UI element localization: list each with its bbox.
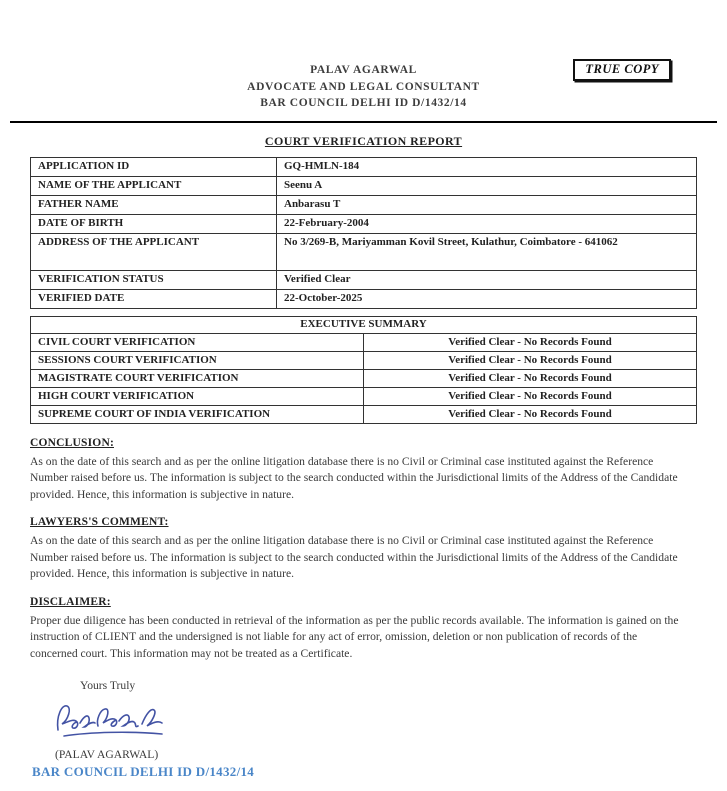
table-row (31, 334, 697, 352)
table-row (31, 158, 697, 177)
signature-image (50, 696, 727, 748)
detail-value: 22-October-2025 (277, 290, 697, 309)
detail-label: APPLICATION ID (31, 158, 277, 177)
summary-label: CIVIL COURT VERIFICATION (31, 334, 364, 352)
summary-value: Verified Clear - No Records Found (364, 334, 697, 352)
summary-label: SESSIONS COURT VERIFICATION (31, 352, 364, 370)
table-row (31, 370, 697, 388)
disclaimer-heading: DISCLAIMER: (30, 595, 111, 608)
detail-label: VERIFICATION STATUS (31, 271, 277, 290)
applicant-details-table (30, 157, 697, 309)
table-row (31, 406, 697, 424)
detail-label: FATHER NAME (31, 196, 277, 215)
handwritten-signature-icon (50, 696, 175, 746)
detail-value: GQ-HMLN-184 (277, 158, 697, 177)
table-row (31, 196, 697, 215)
summary-title: EXECUTIVE SUMMARY (31, 317, 697, 334)
table-row (31, 352, 697, 370)
summary-value: Verified Clear - No Records Found (364, 370, 697, 388)
summary-label: MAGISTRATE COURT VERIFICATION (31, 370, 364, 388)
detail-label: NAME OF THE APPLICANT (31, 177, 277, 196)
detail-value: No 3/269-B, Mariyamman Kovil Street, Kulathur, Coimbatore - 641062 (277, 234, 697, 271)
lawyers-comment-heading: LAWYERS'S COMMENT: (30, 516, 169, 529)
signed-name: (PALAV AGARWAL) (55, 748, 159, 762)
lawyers-comment-section (30, 516, 697, 582)
conclusion-section (30, 437, 697, 503)
table-row (31, 317, 697, 334)
detail-value: Verified Clear (277, 271, 697, 290)
true-copy-stamp: TRUE COPY (573, 59, 671, 81)
detail-value: Anbarasu T (277, 196, 697, 215)
detail-label: VERIFIED DATE (31, 290, 277, 309)
summary-label: HIGH COURT VERIFICATION (31, 388, 364, 406)
header-divider (10, 121, 717, 123)
table-row (31, 271, 697, 290)
summary-value: Verified Clear - No Records Found (364, 406, 697, 424)
table-row (31, 234, 697, 271)
lawyers-comment-body: As on the date of this search and as per the online litigation database there is no Civil or Criminal case instituted against the Reference Number raised before us. The information is subject to the search conducted within the Jurisdictional limits of the Address of the Candidate provided. Hence, this information is subjective in nature. (30, 534, 678, 581)
table-row (31, 388, 697, 406)
letterhead (0, 0, 727, 112)
detail-value: 22-February-2004 (277, 215, 697, 234)
table-row (31, 177, 697, 196)
detail-value: Seenu A (277, 177, 697, 196)
summary-value: Verified Clear - No Records Found (364, 388, 697, 406)
detail-label: ADDRESS OF THE APPLICANT (31, 234, 277, 271)
conclusion-body: As on the date of this search and as per the online litigation database there is no Civil or Criminal case instituted against the Reference Number raised before us. The information is subject to the search conducted within the Jurisdictional limits of the Address of the Candidate provided. Hence, this information is subjective in nature. (30, 455, 678, 501)
disclaimer-body: Proper due diligence has been conducted in retrieval of the information as per the public records available. The information is gained on the instruction of CLIENT and the undersigned is not liable for any act of error, omission, deletion or non publication of records of the concerned court. This information may not be treated as a Certificate. (30, 613, 679, 660)
bar-council-id-footer: BAR COUNCIL DELHI ID D/1432/14 (32, 764, 255, 780)
report-title: COURT VERIFICATION REPORT (264, 134, 463, 149)
executive-summary-table (30, 316, 697, 424)
conclusion-heading: CONCLUSION: (30, 437, 114, 450)
detail-label: DATE OF BIRTH (31, 215, 277, 234)
summary-label: SUPREME COURT OF INDIA VERIFICATION (31, 406, 364, 424)
letterhead-title: ADVOCATE AND LEGAL CONSULTANT (247, 80, 480, 93)
salutation: Yours Truly (80, 679, 136, 693)
letterhead-name: PALAV AGARWAL (310, 64, 417, 76)
summary-value: Verified Clear - No Records Found (364, 352, 697, 370)
disclaimer-section (30, 596, 697, 662)
table-row (31, 290, 697, 309)
table-row (31, 215, 697, 234)
letterhead-bar-id: BAR COUNCIL DELHI ID D/1432/14 (260, 97, 467, 110)
